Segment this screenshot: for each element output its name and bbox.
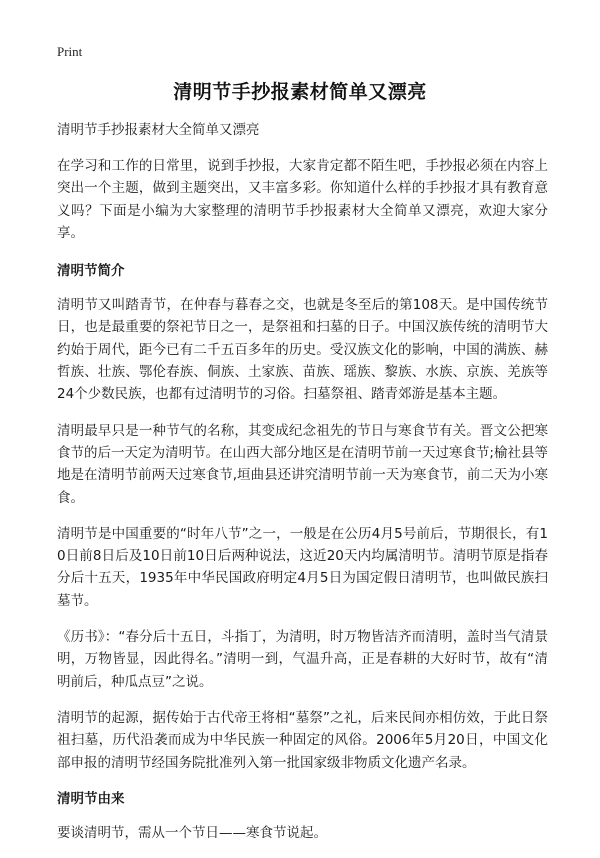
print-link[interactable]: Print [57, 44, 83, 59]
paragraph: 清明节又叫踏青节，在仲春与暮春之交，也就是冬至后的第108天。是中国传统节日，也是最重要的祭祀节日之一，是祭祖和扫墓的日子。中国汉族传统的清明节大约始于周代，距今已有二千五百多年的历史。受汉族文化的影响，中国的满族、赫哲族、壮族、鄂伦春族、侗族、土家族、苗族、瑶族、黎族、水族、京族、羌族等24个少数民族，也都有过清明节的习俗。扫墓祭祖、踏青郊游是基本主题。 [57, 297, 548, 403]
paragraph: 清明最早只是一种节气的名称，其变成纪念祖先的节日与寒食节有关。晋文公把寒食节的后一天定为清明节。在山西大部分地区是在清明节前一天过寒食节;榆社县等地是在清明节前两天过寒食节,垣曲县还讲究清明节前一天为寒食节，前二天为小寒食。 [57, 422, 548, 506]
paragraph: 清明节是中国重要的“时年八节”之一，一般是在公历4月5号前后，节期很长，有10日前8日后及10日前10日后两种说法，这近20天内均属清明节。清明节原是指春分后十五天，1935年中华民国政府明定4月5日为国定假日清明节，也叫做民族扫墓节。 [57, 525, 548, 609]
paragraph: 清明节的起源，据传始于古代帝王将相“墓祭”之礼，后来民间亦相仿效，于此日祭祖扫墓，历代沿袭而成为中华民族一种固定的风俗。2006年5月20日，中国文化部申报的清明节经国务院批准列入第一批国家级非物质文化遗产名录。 [57, 709, 548, 771]
article-subtitle: 清明节手抄报素材大全简单又漂亮 [57, 122, 260, 138]
section-origin [57, 788, 548, 844]
paragraph: 《历书》：“春分后十五日，斗指丁，为清明，时万物皆洁齐而清明，盖时当气清景明，万物皆显，因此得名。”清明一到，气温升高，正是春耕的大好时节，故有“清明前后，种瓜点豆”之说。 [57, 629, 548, 690]
intro-paragraph: 在学习和工作的日常里，说到手抄报，大家肯定都不陌生吧，手抄报必须在内容上突出一个主题，做到主题突出，又丰富多彩。你知道什么样的手抄报才具有教育意义吗？下面是小编为大家整理的清明节手抄报素材大全简单又漂亮，欢迎大家分享。 [57, 158, 548, 241]
page-title: 清明节手抄报素材简单又漂亮 [173, 81, 427, 103]
paragraph: 要谈清明节，需从一个节日——寒食节说起。 [57, 824, 327, 841]
section-heading: 清明节简介 [57, 263, 125, 280]
article-body [57, 119, 548, 858]
section-introduction [57, 260, 548, 774]
section-heading: 清明节由来 [57, 790, 125, 807]
